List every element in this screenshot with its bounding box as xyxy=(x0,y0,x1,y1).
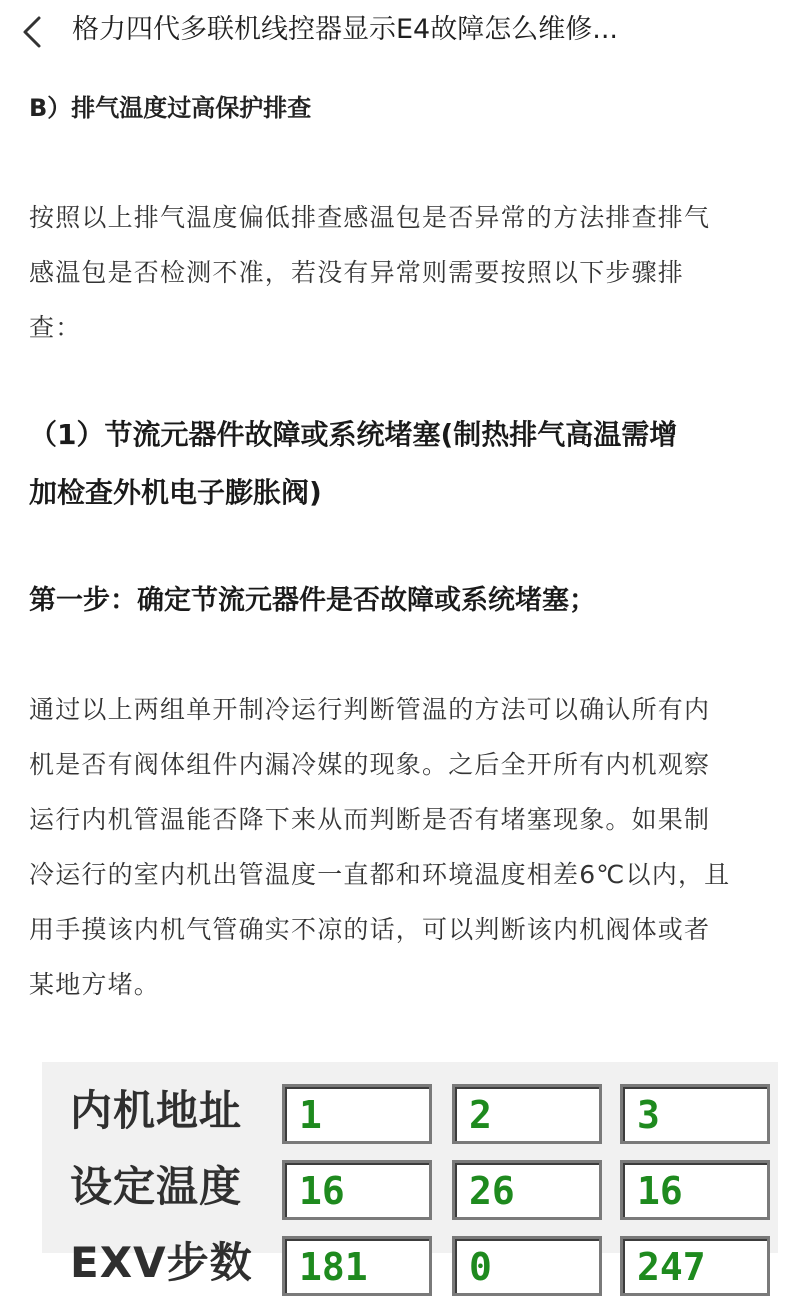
table-row xyxy=(42,1148,778,1218)
step-1-heading: 第一步：确定节流元器件是否故障或系统堵塞； xyxy=(29,585,596,616)
cell-value: 26 xyxy=(469,1169,515,1213)
paragraph-2-line-5: 用手摸该内机气管确实不凉的话，可以判断该内机阀体或者 xyxy=(29,915,711,944)
value-cell xyxy=(282,1236,432,1296)
paragraph-1-line-1: 按照以上排气温度偏低排查感温包是否异常的方法排查排气 xyxy=(29,203,711,232)
subheading-1-line-1: （1）节流元器件故障或系统堵塞(制热排气高温需增 xyxy=(29,418,678,451)
paragraph-2-line-2: 机是否有阀体组件内漏冷媒的现象。之后全开所有内机观察 xyxy=(29,750,711,779)
cell-value: 16 xyxy=(637,1169,683,1213)
value-cell xyxy=(452,1236,602,1296)
page-title: 格力四代多联机线控器显示E4故障怎么维修... xyxy=(72,14,618,45)
top-navigation-bar xyxy=(0,0,800,62)
cell-value: 1 xyxy=(299,1093,322,1137)
cell-value: 181 xyxy=(299,1245,368,1289)
cell-value: 16 xyxy=(299,1169,345,1213)
cell-value: 3 xyxy=(637,1093,660,1137)
paragraph-2-line-3: 运行内机管温能否降下来从而判断是否有堵塞现象。如果制 xyxy=(29,805,711,834)
cell-value: 247 xyxy=(637,1245,706,1289)
controller-screenshot-image xyxy=(42,1062,778,1289)
chevron-left-icon xyxy=(12,8,56,52)
value-cell xyxy=(620,1160,770,1220)
row-label: 设定温度 xyxy=(70,1162,243,1211)
value-cell xyxy=(620,1084,770,1144)
value-cell xyxy=(452,1160,602,1220)
value-cell xyxy=(282,1160,432,1220)
row-label: 内机地址 xyxy=(70,1086,243,1135)
paragraph-2-line-6: 某地方堵。 xyxy=(29,970,161,999)
section-heading-b: B）排气温度过高保护排查 xyxy=(29,94,312,122)
table-row xyxy=(42,1224,778,1294)
value-cell xyxy=(620,1236,770,1296)
cell-value: 2 xyxy=(469,1093,492,1137)
value-cell xyxy=(452,1084,602,1144)
back-button[interactable] xyxy=(12,8,56,52)
subheading-1-line-2: 加检查外机电子膨胀阀) xyxy=(29,476,322,509)
table-row xyxy=(42,1072,778,1142)
paragraph-2-line-4: 冷运行的室内机出管温度一直都和环境温度相差6℃以内，且 xyxy=(29,860,731,889)
paragraph-2-line-1: 通过以上两组单开制冷运行判断管温的方法可以确认所有内 xyxy=(29,695,711,724)
value-cell xyxy=(282,1084,432,1144)
paragraph-1-line-3: 查： xyxy=(29,313,82,342)
row-label: EXV步数 xyxy=(70,1238,253,1287)
cell-value: 0 xyxy=(469,1245,492,1289)
paragraph-1-line-2: 感温包是否检测不准，若没有异常则需要按照以下步骤排 xyxy=(29,258,685,287)
